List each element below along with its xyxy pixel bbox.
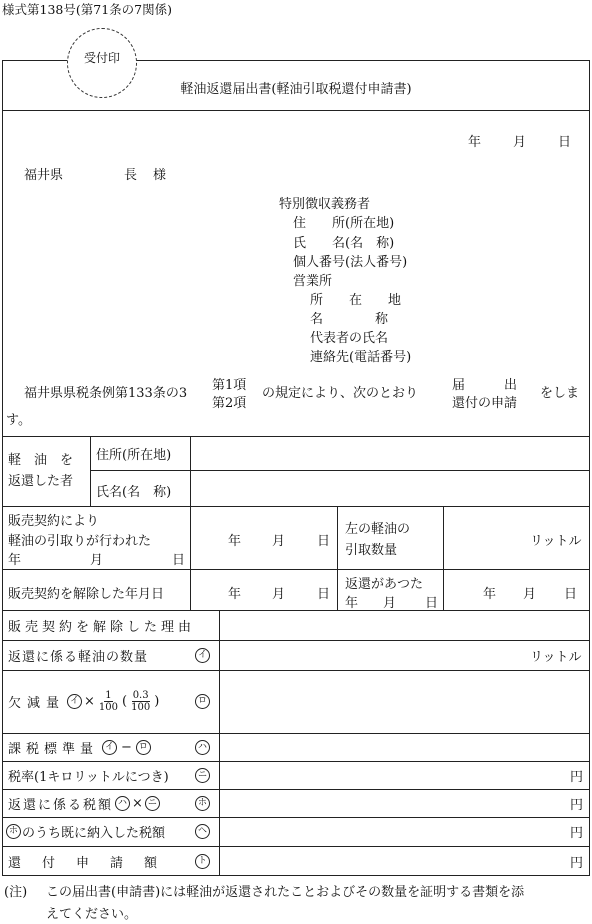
statement-option-refund: 還付の申請	[452, 396, 518, 411]
base-label: 課税標準量	[8, 741, 99, 757]
return-qty-unit: リットル	[530, 649, 582, 665]
contract-label-line1: 販売契約により	[8, 514, 100, 529]
rate-unit: 円	[570, 769, 584, 785]
statement-clause-2: 第2項	[212, 396, 247, 411]
addressee-prefecture: 福井県	[24, 168, 64, 183]
office-name-label: 名 称	[310, 312, 389, 327]
date-day: 日	[558, 135, 572, 150]
reason-label: 販売契約を解除した理由	[8, 619, 196, 635]
cancel-date-year: 年	[228, 587, 242, 602]
applicant-heading: 特別徴収義務者	[279, 197, 371, 212]
base-mark-i: イ	[102, 740, 117, 755]
base-minus: −	[121, 739, 132, 755]
paid-label: のうち既に納入した税額	[22, 826, 166, 841]
loss-frac-num: 1	[105, 690, 112, 701]
applicant-personal-number-label: 個人番号(法人番号)	[293, 255, 408, 270]
contract-date-year: 年	[228, 534, 242, 549]
note-prefix: (注)	[4, 885, 28, 900]
returner-address-field[interactable]	[192, 438, 588, 469]
office-heading: 営業所	[293, 274, 333, 289]
reason-field[interactable]	[221, 612, 588, 639]
loss-paren-num: 0.3	[132, 690, 149, 701]
loss-paren-fraction	[131, 690, 150, 713]
note-line-1: この届出書(申請書)には軽油が返還されたことおよびその数量を証明する書類を添	[46, 885, 525, 900]
tax-mark-ni: ニ	[145, 796, 160, 811]
paid-unit: 円	[570, 826, 584, 841]
paid-formula	[6, 817, 165, 846]
statement-option-notify: 届 出	[452, 378, 518, 393]
mark-he: ヘ	[195, 824, 210, 839]
returner-name-label: 氏名(名 称)	[96, 485, 172, 500]
date-month: 月	[513, 135, 527, 150]
mark-ha: ハ	[195, 740, 210, 755]
loss-label: 欠減量	[8, 696, 66, 711]
return-qty-label: 返還に係る軽油の数量	[8, 649, 149, 665]
loss-frac-den: 100	[98, 702, 119, 713]
loss-formula: 欠減量 イ × $\frac{1}{100}$ ( $\frac{0.3}{100}$ )	[8, 690, 160, 713]
contract-qty-label-line2: 引取数量	[345, 543, 398, 558]
note-line-2: えてください。	[46, 907, 138, 922]
returner-label-line2: 返還した者	[8, 474, 74, 489]
statement-tail: をしま	[540, 386, 580, 401]
contract-qty-unit: リットル	[530, 534, 582, 549]
addressee-honorific: 様	[153, 168, 167, 183]
return-date-month: 月	[523, 587, 537, 602]
statement-clause-1: 第1項	[212, 378, 247, 393]
office-location-label: 所 在 地	[310, 293, 402, 308]
applicant-name-label: 氏 名(名 称)	[293, 236, 395, 251]
contract-date-day: 日	[317, 534, 331, 549]
return-date-label-year: 年	[345, 596, 359, 611]
contract-date-month: 月	[272, 534, 286, 549]
cancel-label: 販売契約を解除した年月日	[8, 587, 165, 602]
mark-ro: ロ	[195, 694, 210, 709]
applicant-address-label: 住 所(所在地)	[293, 216, 395, 231]
mark-i: イ	[195, 648, 210, 663]
loss-fraction	[99, 690, 118, 713]
stamp-label: 受付印	[83, 51, 120, 65]
mark-ho: ホ	[195, 796, 210, 811]
rate-label: 税率(1キロリットルにつき)	[8, 769, 169, 785]
refund-unit: 円	[570, 855, 584, 871]
returner-address-label: 住所(所在地)	[96, 448, 172, 463]
tax-mark-ha: ハ	[115, 796, 130, 811]
return-date-label-line1: 返還があつた	[345, 577, 424, 592]
date-year: 年	[468, 135, 482, 150]
statement-lead: 福井県県税条例第133条の3	[24, 386, 188, 401]
mark-to: ト	[195, 854, 210, 869]
cancel-date-day: 日	[317, 587, 331, 602]
loss-paren-den: 100	[131, 702, 151, 713]
return-date-label-month: 月	[383, 596, 397, 611]
addressee-role: 長	[124, 168, 138, 183]
mark-ni: ニ	[195, 768, 210, 783]
contract-qty-label-line1: 左の軽油の	[345, 522, 411, 537]
contract-label-year: 年	[8, 553, 22, 568]
returner-name-field[interactable]	[192, 472, 588, 505]
loss-times: ×	[84, 694, 95, 709]
tax-label: 返還に係る税額	[8, 797, 114, 813]
contract-label-day: 日	[172, 553, 186, 568]
returner-label-line1: 軽 油 を	[8, 453, 74, 468]
cancel-date-month: 月	[272, 587, 286, 602]
refund-label: 還 付 申 請 額	[8, 855, 162, 871]
tax-unit: 円	[570, 797, 584, 813]
office-representative-label: 代表者の氏名	[310, 331, 389, 346]
form-title: 軽油返還届出書(軽油引取税還付申請書)	[180, 82, 412, 97]
paid-mark-ho: ホ	[6, 824, 21, 839]
form-number: 様式第138号(第71条の7関係)	[2, 2, 172, 17]
office-contact-label: 連絡先(電話番号)	[310, 350, 412, 365]
loss-mark-i: イ	[67, 694, 82, 709]
statement-tail-continued: す。	[6, 413, 31, 428]
tax-formula	[8, 789, 160, 817]
tax-times: ×	[132, 795, 143, 811]
contract-label-month: 月	[90, 553, 104, 568]
return-date-label-day: 日	[425, 596, 439, 611]
return-date-day: 日	[564, 587, 578, 602]
base-mark-ro: ロ	[136, 740, 151, 755]
return-date-year: 年	[483, 587, 497, 602]
base-formula	[8, 733, 151, 761]
statement-middle: の規定により、次のとおり	[262, 386, 419, 401]
contract-label-line2: 軽油の引取りが行われた	[8, 534, 152, 549]
